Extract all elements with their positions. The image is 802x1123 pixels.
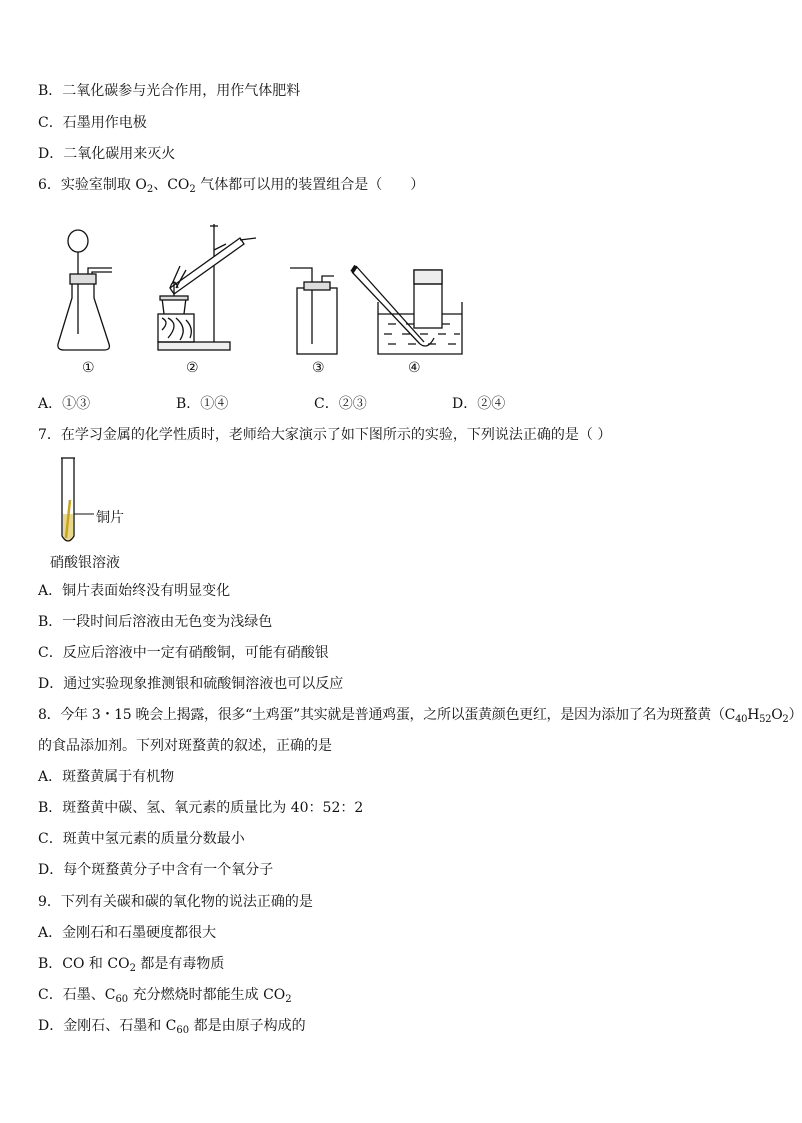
q5-option-d: D．二氧化碳用来灭火 <box>38 146 176 162</box>
q7-option-b: B．一段时间后溶液由无色变为浅绿色 <box>38 614 273 630</box>
q9-option-b: B．CO 和 $CO_2$ 都是有毒物质 <box>38 956 225 974</box>
apparatus-2-heating-stand-icon <box>152 218 264 356</box>
q7-option-c: C．反应后溶液中一定有硝酸铜，可能有硝酸银 <box>38 645 329 661</box>
q9-option-c: C．石墨、$C_{60}$ 充分燃烧时都能生成 $CO_2$ <box>38 987 292 1005</box>
q7-option-a: A．铜片表面始终没有明显变化 <box>38 583 231 599</box>
q7-stem: 7．在学习金属的化学性质时，老师给大家演示了如下图所示的实验，下列说法正确的是（ ） <box>38 427 612 443</box>
q6-option-c: C．②③ <box>314 396 367 412</box>
q8-option-a: A．斑蝥黄属于有机物 <box>38 769 175 785</box>
apparatus-label-3: ③ <box>312 360 325 376</box>
q6-stem: 6．实验室制取 $O_2$、$CO_2$ 气体都可以用的装置组合是（ ） <box>38 177 425 195</box>
test-tube-copper-icon <box>58 456 98 548</box>
q6-option-d: D．②④ <box>452 396 506 412</box>
apparatus-4-water-trough-icon <box>348 262 472 356</box>
q5-option-b: B．二氧化碳参与光合作用，用作气体肥料 <box>38 83 301 99</box>
label-copper-sheet: 铜片 <box>96 510 124 526</box>
q8-option-d: D．每个斑蝥黄分子中含有一个氧分子 <box>38 862 274 878</box>
q8-stem-line-1: 8．今年 3・15 晚会上揭露，很多“土鸡蛋”其实就是普通鸡蛋，之所以蛋黄颜色更红，是因为添加了名为斑蝥黄$(C_{40}H_{52}O_2)$ <box>38 707 802 725</box>
q9-option-a: A．金刚石和石墨硬度都很大 <box>38 925 217 941</box>
q8-option-b: B．斑蝥黄中碳、氢、氧元素的质量比为 40：52：2 <box>38 800 364 816</box>
q5-option-c: C．石墨用作电极 <box>38 115 147 131</box>
apparatus-1-flask-funnel-icon <box>52 224 122 354</box>
q6-option-b: B．①④ <box>176 396 229 412</box>
apparatus-label-4: ④ <box>408 360 421 376</box>
q9-option-d: D．金刚石、石墨和 $C_{60}$ 都是由原子构成的 <box>38 1018 306 1036</box>
apparatus-label-2: ② <box>186 360 199 376</box>
q6-option-a: A．①③ <box>38 396 91 412</box>
apparatus-3-gas-bottle-icon <box>286 262 346 356</box>
q7-option-d: D．通过实验现象推测银和硫酸铜溶液也可以反应 <box>38 676 344 692</box>
q9-stem: 9．下列有关碳和碳的氧化物的说法正确的是 <box>38 894 313 910</box>
q8-option-c: C．斑黄中氢元素的质量分数最小 <box>38 831 245 847</box>
apparatus-label-1: ① <box>82 360 95 376</box>
label-silver-nitrate-solution: 硝酸银溶液 <box>50 555 120 571</box>
q8-stem-line-2: 的食品添加剂。下列对斑蝥黄的叙述，正确的是 <box>38 738 332 754</box>
